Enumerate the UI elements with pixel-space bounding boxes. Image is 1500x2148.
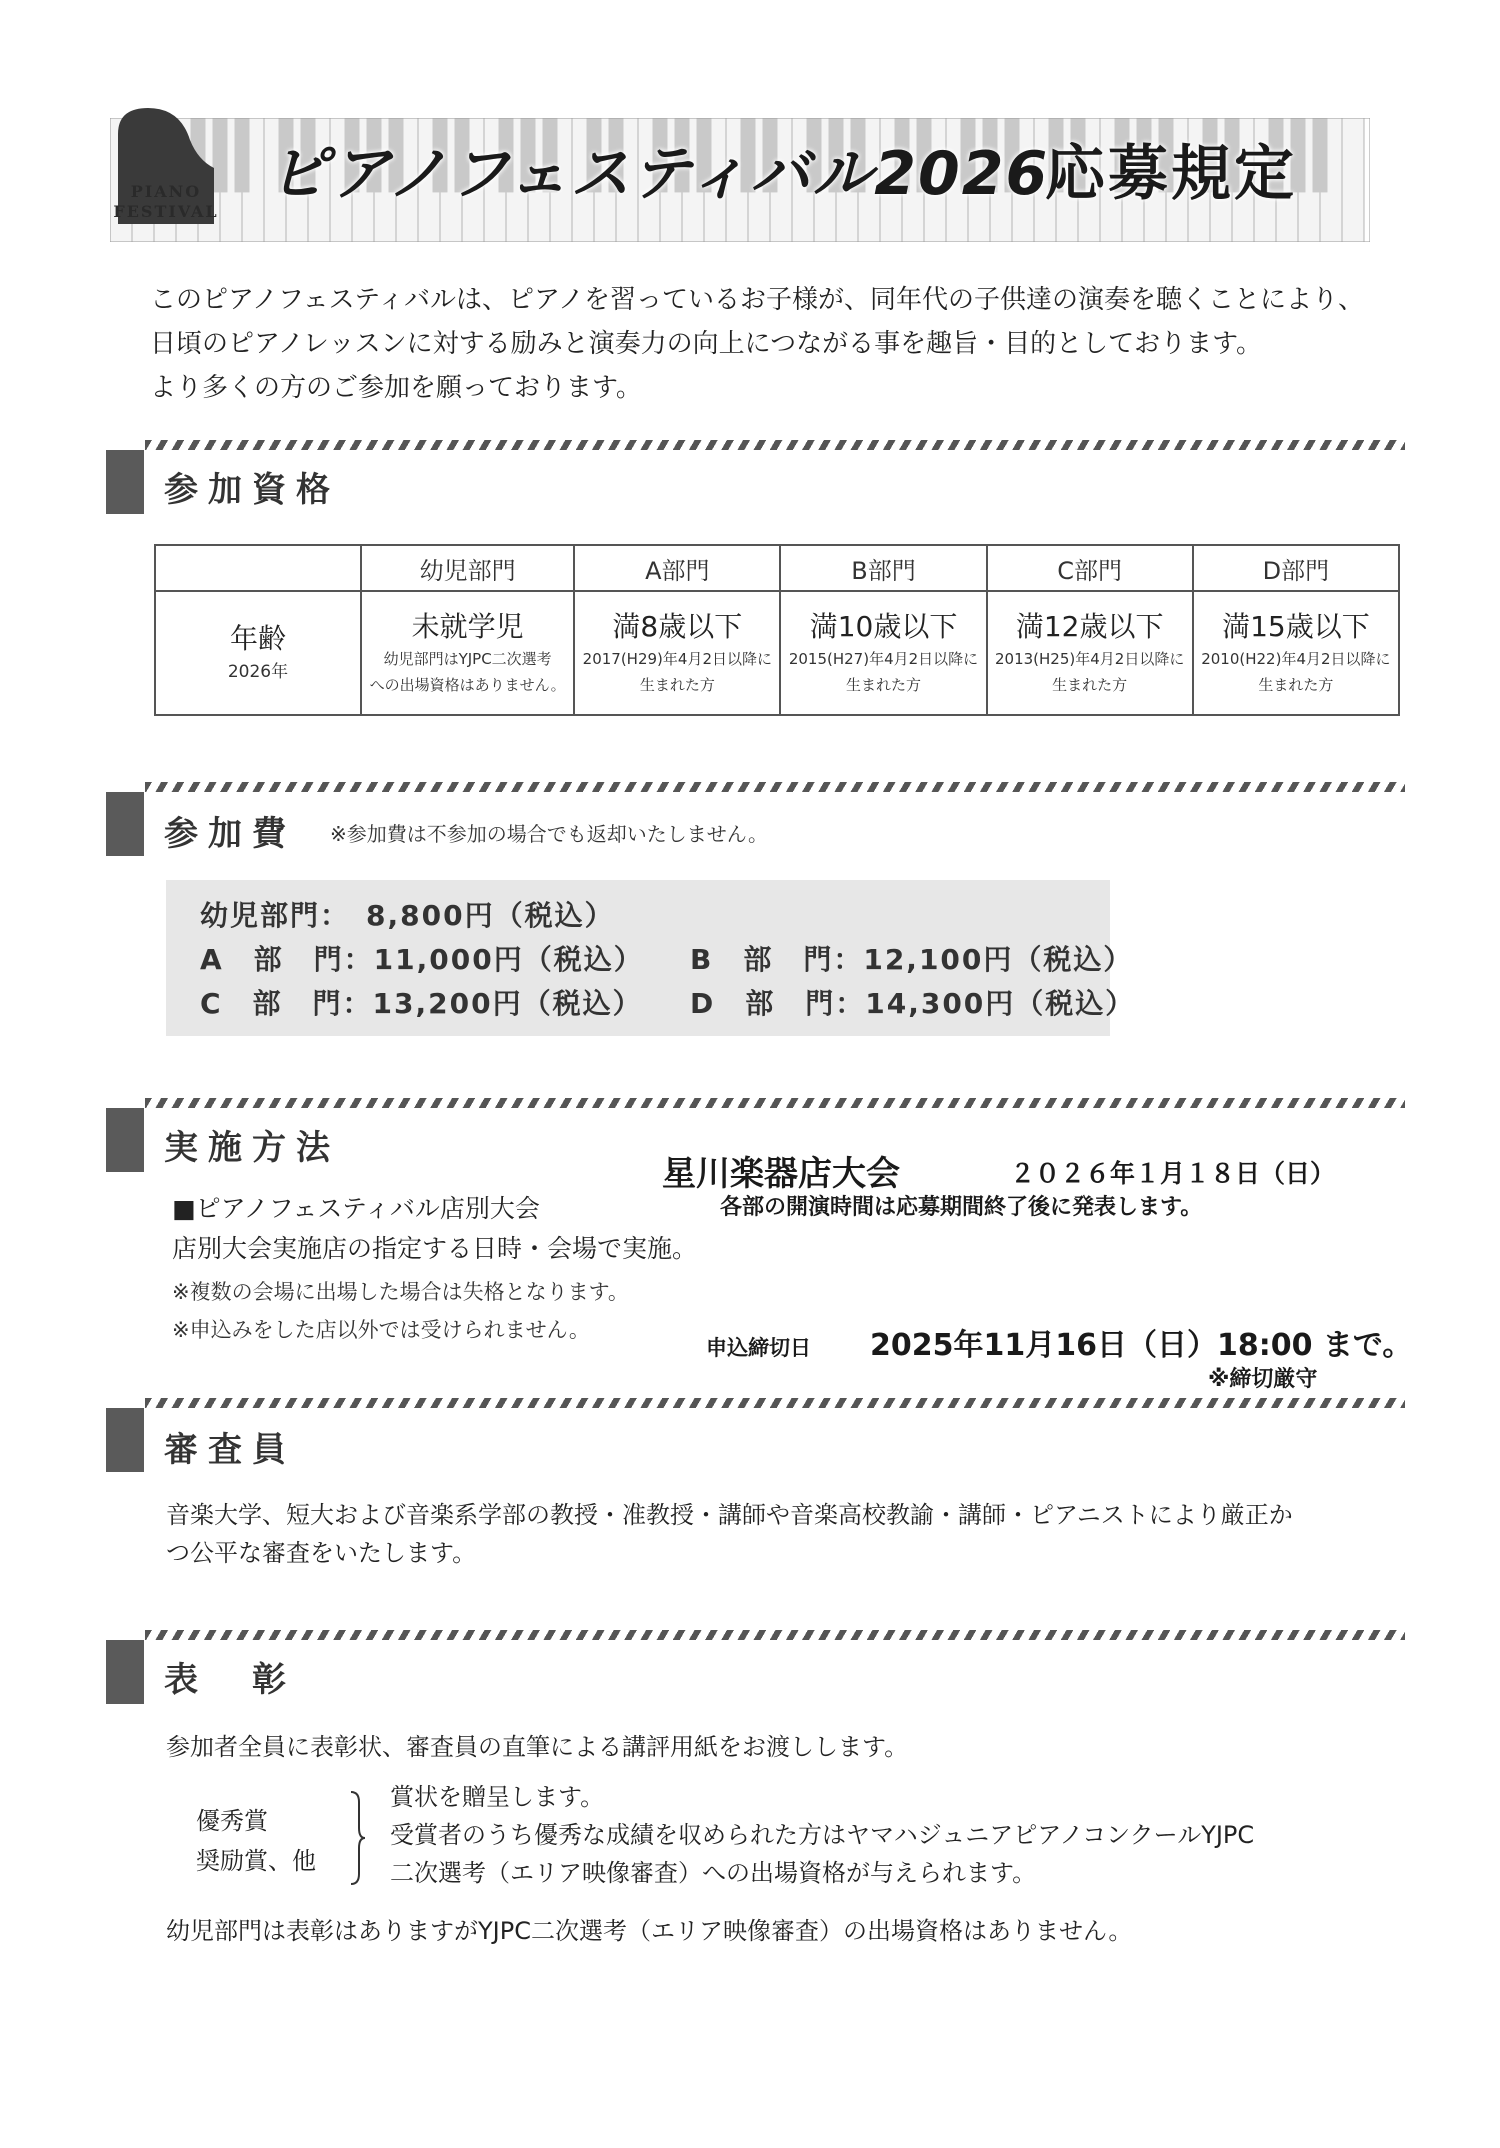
section-marker <box>106 792 144 856</box>
table-corner-cell <box>155 545 361 591</box>
start-time-announce: 各部の開演時間は応募期間終了後に発表します。 <box>720 1195 1203 1220</box>
judges-line1: 音楽大学、短大および音楽系学部の教授・准教授・講師や音楽高校教諭・講師・ピアニストにより厳正か <box>166 1501 1293 1529</box>
white-key <box>1342 118 1364 242</box>
fee-infant: 幼児部門： 8,800円（税込） <box>200 899 615 932</box>
method-item-desc: 店別大会実施店の指定する日時・会場で実施。 <box>172 1234 698 1263</box>
row-year: 2026年 <box>227 662 289 682</box>
fee-a: A 部 門：11,000円（税込） <box>200 943 644 976</box>
method-item-title: ■ピアノフェスティバル店別大会 <box>172 1194 540 1223</box>
section-divider <box>145 1630 1405 1640</box>
table-row <box>155 591 1399 715</box>
fee-b: B 部 門：12,100円（税込） <box>690 943 1134 976</box>
page-subtitle: 応募規定 <box>1045 139 1297 209</box>
logo-text <box>108 182 224 222</box>
logo-line1: PIANO <box>130 182 202 201</box>
table-header-cell: 幼児部門 <box>361 545 574 591</box>
fees-note: ※参加費は不参加の場合でも返却いたしません。 <box>330 822 768 846</box>
deadline-label: 申込締切日 <box>706 1336 811 1360</box>
method-note-2: ※申込みをした店以外では受けられません。 <box>172 1318 590 1342</box>
deadline-value: 2025年11月16日（日）18:00 まで。 <box>870 1328 1413 1363</box>
judges-line2: つ公平な審査をいたします。 <box>166 1539 477 1567</box>
fee-c: C 部 門：13,200円（税込） <box>200 987 643 1020</box>
page-title: ピアノフェスティバル2026 <box>268 139 1050 209</box>
store-event-date: ２０２６年１月１８日（日） <box>1010 1159 1336 1188</box>
table-header-cell: B部門 <box>780 545 986 591</box>
award-name-1: 優秀賞 <box>196 1807 268 1835</box>
cell-note: 生まれた方 <box>1258 676 1334 694</box>
eligibility-table <box>154 544 1400 716</box>
section-divider <box>145 1398 1405 1408</box>
section-marker <box>106 1408 144 1472</box>
section-title-method: 実施方法 <box>164 1128 340 1168</box>
row-label: 年齢 <box>229 622 286 655</box>
section-marker <box>106 450 144 514</box>
intro-line3: より多くの方のご参加を願っております。 <box>150 373 642 403</box>
section-marker <box>106 1108 144 1172</box>
store-event-name: 星川楽器店大会 <box>662 1154 900 1194</box>
cell-note: 2015(H27)年4月2日以降に <box>788 650 979 668</box>
section-title-fees: 参加費 <box>164 814 296 854</box>
cell-note: 幼児部門はYJPC二次選考 <box>383 650 552 668</box>
method-note-1: ※複数の会場に出場した場合は失格となります。 <box>172 1280 629 1304</box>
cell-main: 満8歳以下 <box>612 610 743 643</box>
table-cell-b <box>780 591 986 715</box>
deadline-note: ※締切厳守 <box>1208 1367 1318 1392</box>
table-cell-a <box>574 591 780 715</box>
logo-line2: FESTIVAL <box>113 202 219 221</box>
fee-d: D 部 門：14,300円（税込） <box>690 987 1136 1020</box>
table-header-cell: D部門 <box>1193 545 1399 591</box>
section-title-eligibility: 参加資格 <box>164 470 340 510</box>
table-cell-d <box>1193 591 1399 715</box>
cell-note: 生まれた方 <box>639 676 715 694</box>
section-divider <box>145 1098 1405 1108</box>
award-desc-2: 受賞者のうち優秀な成績を収められた方はヤマハジュニアピアノコンクールYJPC <box>390 1821 1255 1849</box>
black-key <box>235 118 250 192</box>
section-title-awards: 表 彰 <box>164 1660 296 1700</box>
table-header-row <box>155 545 1399 591</box>
section-divider <box>145 440 1405 450</box>
cell-note: 生まれた方 <box>846 676 922 694</box>
row-label-cell <box>155 591 361 715</box>
table-cell-infant <box>361 591 574 715</box>
cell-note: 生まれた方 <box>1052 676 1128 694</box>
award-name-2: 奨励賞、他 <box>196 1847 316 1875</box>
table-header-cell: C部門 <box>987 545 1193 591</box>
cell-main: 満15歳以下 <box>1222 610 1370 643</box>
award-desc-3: 二次選考（エリア映像審査）への出場資格が与えられます。 <box>390 1859 1037 1887</box>
awards-line1: 参加者全員に表彰状、審査員の直筆による講評用紙をお渡しします。 <box>166 1733 909 1761</box>
intro-text <box>150 278 1364 410</box>
section-divider <box>145 782 1405 792</box>
curly-brace <box>347 1790 367 1886</box>
cell-main: 満12歳以下 <box>1015 610 1164 643</box>
table-cell-c <box>987 591 1193 715</box>
black-key <box>1313 118 1328 192</box>
section-title-judges: 審査員 <box>164 1430 296 1470</box>
table-header-cell: A部門 <box>574 545 780 591</box>
intro-line2: 日頃のピアノレッスンに対する励みと演奏力の向上につながる事を趣旨・目的としております。 <box>150 329 1263 359</box>
cell-note: 2013(H25)年4月2日以降に <box>995 650 1185 668</box>
cell-main: 未就学児 <box>411 610 524 643</box>
cell-note: 2017(H29)年4月2日以降に <box>582 650 772 668</box>
section-marker <box>106 1640 144 1704</box>
awards-footer: 幼児部門は表彰はありますがYJPC二次選考（エリア映像審査）の出場資格はありません。 <box>166 1917 1133 1945</box>
cell-note: 2010(H22)年4月2日以降に <box>1201 650 1391 668</box>
cell-main: 満10歳以下 <box>809 610 958 643</box>
award-desc-1: 賞状を贈呈します。 <box>390 1783 605 1811</box>
cell-note: への出場資格はありません。 <box>369 676 566 694</box>
intro-line1: このピアノフェスティバルは、ピアノを習っているお子様が、同年代の子供達の演奏を聴くことにより、 <box>150 285 1364 315</box>
